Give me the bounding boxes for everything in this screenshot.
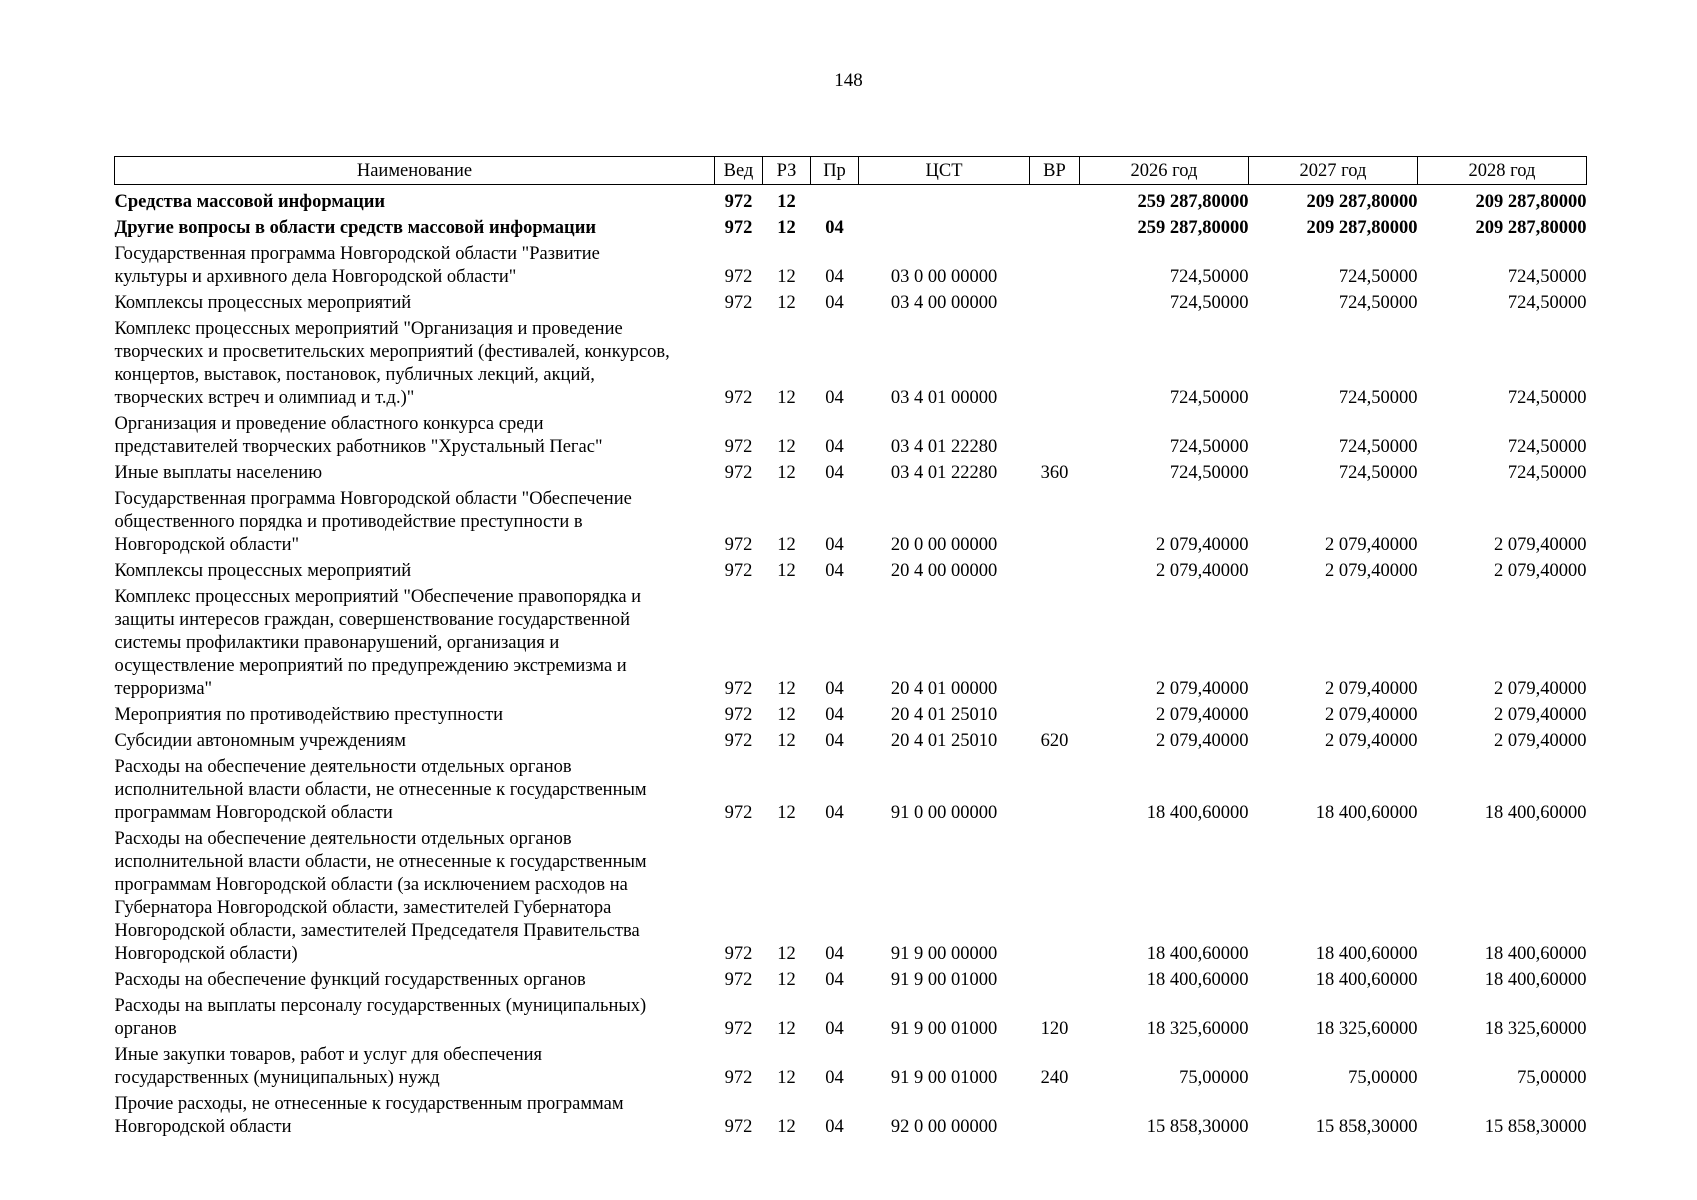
row-ved: 972 [724, 293, 753, 313]
row-ved: 972 [724, 535, 753, 555]
row-amount-2028: 724,50000 [1507, 437, 1587, 457]
row-amount-2026: 724,50000 [1169, 437, 1249, 457]
row-cst: 20 0 00 00000 [890, 535, 998, 555]
table-body [115, 185, 1587, 1143]
row-amount-2027: 724,50000 [1338, 463, 1418, 483]
row-ved: 972 [724, 679, 753, 699]
row-amount-2026: 2 079,40000 [1156, 731, 1249, 751]
row-vr: 120 [1040, 1019, 1069, 1039]
row-amount-2028: 15 858,30000 [1484, 1117, 1587, 1137]
row-amount-2027: 724,50000 [1338, 293, 1418, 313]
row-name: Расходы на обеспечение деятельности отдельных органов исполнительной власти области, не отнесенные к государственным программам Новгородской области [114, 757, 647, 823]
row-rz: 12 [777, 463, 796, 483]
table-row [115, 292, 1587, 318]
row-rz: 12 [777, 970, 796, 990]
row-ved: 972 [724, 1068, 753, 1088]
table-row [115, 756, 1587, 828]
row-ved: 972 [724, 267, 753, 287]
row-pr: 04 [825, 561, 844, 581]
row-amount-2026: 2 079,40000 [1156, 535, 1249, 555]
row-vr [1030, 217, 1080, 243]
row-name: Средства массовой информации [114, 192, 386, 212]
row-amount-2026: 15 858,30000 [1146, 1117, 1249, 1137]
row-amount-2028: 2 079,40000 [1494, 535, 1587, 555]
row-cst [859, 217, 1030, 243]
row-amount-2026: 724,50000 [1169, 267, 1249, 287]
row-amount-2028: 18 325,60000 [1484, 1019, 1587, 1039]
row-amount-2028: 724,50000 [1507, 267, 1587, 287]
row-ved: 972 [724, 218, 753, 238]
row-vr [1030, 413, 1080, 462]
row-vr [1030, 704, 1080, 730]
row-amount-2026: 2 079,40000 [1156, 679, 1249, 699]
row-cst [859, 191, 1030, 217]
row-rz: 12 [777, 561, 796, 581]
row-amount-2027: 209 287,80000 [1306, 218, 1418, 238]
row-ved: 972 [724, 731, 753, 751]
row-cst: 03 0 00 00000 [890, 267, 998, 287]
table-row [115, 217, 1587, 243]
row-amount-2026: 18 400,60000 [1146, 970, 1249, 990]
row-vr [1030, 318, 1080, 413]
row-amount-2027: 209 287,80000 [1306, 192, 1418, 212]
row-amount-2026: 18 400,60000 [1146, 803, 1249, 823]
row-cst: 03 4 01 22280 [890, 463, 998, 483]
row-name: Мероприятия по противодействию преступности [114, 705, 504, 725]
table-row [115, 730, 1587, 756]
row-rz: 12 [777, 192, 796, 212]
header-rz: РЗ [763, 157, 811, 185]
row-vr [1030, 586, 1080, 704]
row-rz: 12 [777, 679, 796, 699]
row-vr [1030, 828, 1080, 969]
row-pr: 04 [825, 437, 844, 457]
row-rz: 12 [777, 267, 796, 287]
row-rz: 12 [777, 705, 796, 725]
row-pr: 04 [825, 731, 844, 751]
row-rz: 12 [777, 803, 796, 823]
budget-table [114, 156, 1587, 1142]
row-name: Другие вопросы в области средств массовой информации [114, 218, 597, 238]
row-cst: 03 4 01 00000 [890, 388, 998, 408]
row-name: Комплекс процессных мероприятий "Организация и проведение творческих и просветительских мероприятий (фестивалей, конкурсов, концертов, выставок, постановок, публичных лекций, акций, творческих встреч и олимпиад и т.д.)" [114, 319, 670, 408]
row-rz: 12 [777, 1019, 796, 1039]
row-amount-2027: 724,50000 [1338, 437, 1418, 457]
table-row [115, 828, 1587, 969]
table-row [115, 488, 1587, 560]
row-amount-2028: 2 079,40000 [1494, 679, 1587, 699]
row-ved: 972 [724, 970, 753, 990]
row-amount-2026: 724,50000 [1169, 388, 1249, 408]
row-amount-2028: 18 400,60000 [1484, 944, 1587, 964]
row-pr: 04 [825, 803, 844, 823]
header-ved: Вед [715, 157, 763, 185]
row-amount-2026: 259 287,80000 [1137, 218, 1249, 238]
row-pr: 04 [825, 970, 844, 990]
row-pr: 04 [825, 1068, 844, 1088]
row-rz: 12 [777, 731, 796, 751]
table-row [115, 243, 1587, 292]
row-pr: 04 [825, 293, 844, 313]
row-name: Субсидии автономным учреждениям [114, 731, 406, 751]
row-amount-2028: 724,50000 [1507, 388, 1587, 408]
row-amount-2028: 2 079,40000 [1494, 731, 1587, 751]
row-ved: 972 [724, 705, 753, 725]
row-ved: 972 [724, 388, 753, 408]
row-rz: 12 [777, 944, 796, 964]
row-ved: 972 [724, 944, 753, 964]
table-row [115, 995, 1587, 1044]
row-amount-2028: 18 400,60000 [1484, 803, 1587, 823]
row-rz: 12 [777, 1117, 796, 1137]
row-vr [1030, 292, 1080, 318]
row-cst: 20 4 01 25010 [890, 731, 998, 751]
row-name: Расходы на обеспечение деятельности отдельных органов исполнительной власти области, не отнесенные к государственным программам Новгородской области (за исключением расходов на Губернатора Новгородской области, заместителей Губернатора Новгородской области, заместителей Председателя Правительства Новгородской области) [114, 829, 647, 964]
row-amount-2028: 75,00000 [1517, 1068, 1587, 1088]
row-ved: 972 [724, 561, 753, 581]
header-2027: 2027 год [1249, 157, 1418, 185]
row-amount-2027: 75,00000 [1348, 1068, 1418, 1088]
row-amount-2027: 2 079,40000 [1325, 679, 1418, 699]
row-pr: 04 [825, 1019, 844, 1039]
header-cst: ЦСТ [859, 157, 1030, 185]
row-amount-2026: 724,50000 [1169, 293, 1249, 313]
row-amount-2028: 724,50000 [1507, 293, 1587, 313]
row-amount-2027: 18 325,60000 [1315, 1019, 1418, 1039]
row-name: Комплексы процессных мероприятий [114, 561, 412, 581]
row-vr: 620 [1040, 731, 1069, 751]
row-name: Расходы на обеспечение функций государственных органов [114, 970, 586, 990]
row-amount-2026: 2 079,40000 [1156, 705, 1249, 725]
table-row [115, 413, 1587, 462]
row-pr: 04 [825, 1117, 844, 1137]
row-amount-2026: 18 400,60000 [1146, 944, 1249, 964]
row-vr: 240 [1040, 1068, 1069, 1088]
row-pr: 04 [825, 679, 844, 699]
row-amount-2027: 2 079,40000 [1325, 731, 1418, 751]
row-rz: 12 [777, 1068, 796, 1088]
row-amount-2027: 2 079,40000 [1325, 705, 1418, 725]
header-2026: 2026 год [1080, 157, 1249, 185]
row-amount-2027: 18 400,60000 [1315, 803, 1418, 823]
row-cst: 20 4 01 25010 [890, 705, 998, 725]
header-2028: 2028 год [1418, 157, 1587, 185]
table-row [115, 1093, 1587, 1142]
row-amount-2028: 209 287,80000 [1475, 218, 1587, 238]
row-ved: 972 [724, 1117, 753, 1137]
table-row [115, 704, 1587, 730]
row-rz: 12 [777, 388, 796, 408]
header-name: Наименование [115, 157, 715, 185]
row-amount-2027: 724,50000 [1338, 388, 1418, 408]
row-cst: 20 4 00 00000 [890, 561, 998, 581]
row-pr: 04 [825, 463, 844, 483]
row-rz: 12 [777, 535, 796, 555]
row-cst: 91 9 00 00000 [890, 944, 998, 964]
row-ved: 972 [724, 803, 753, 823]
table-row [115, 969, 1587, 995]
row-vr: 360 [1040, 463, 1069, 483]
row-pr: 04 [825, 705, 844, 725]
row-amount-2028: 18 400,60000 [1484, 970, 1587, 990]
table-header [115, 157, 1587, 185]
row-amount-2026: 75,00000 [1179, 1068, 1249, 1088]
row-amount-2026: 2 079,40000 [1156, 561, 1249, 581]
row-rz: 12 [777, 218, 796, 238]
table-row [115, 586, 1587, 704]
row-name: Иные закупки товаров, работ и услуг для обеспечения государственных (муниципальных) нужд [114, 1045, 543, 1088]
table-row [115, 1044, 1587, 1093]
row-cst: 20 4 01 00000 [890, 679, 998, 699]
row-amount-2026: 724,50000 [1169, 463, 1249, 483]
row-vr [1030, 488, 1080, 560]
row-name: Комплексы процессных мероприятий [114, 293, 412, 313]
row-name: Комплекс процессных мероприятий "Обеспечение правопорядка и защиты интересов граждан, совершенствование государственной системы профилактики правонарушений, организация и осуществление мероприятий по предупреждению экстремизма и терроризма" [114, 587, 642, 699]
row-amount-2028: 209 287,80000 [1475, 192, 1587, 212]
header-pr: Пр [811, 157, 859, 185]
row-cst: 91 9 00 01000 [890, 1068, 998, 1088]
row-cst: 91 9 00 01000 [890, 970, 998, 990]
row-amount-2027: 18 400,60000 [1315, 970, 1418, 990]
row-cst: 91 0 00 00000 [890, 803, 998, 823]
row-name: Организация и проведение областного конкурса среди представителей творческих работников "Хрустальный Пегас" [114, 414, 603, 457]
row-pr: 04 [825, 218, 844, 238]
row-amount-2027: 724,50000 [1338, 267, 1418, 287]
row-ved: 972 [724, 1019, 753, 1039]
row-pr: 04 [825, 388, 844, 408]
row-ved: 972 [724, 192, 753, 212]
row-amount-2028: 2 079,40000 [1494, 561, 1587, 581]
table-row [115, 462, 1587, 488]
row-vr [1030, 1093, 1080, 1142]
row-ved: 972 [724, 437, 753, 457]
table-row [115, 560, 1587, 586]
row-amount-2027: 15 858,30000 [1315, 1117, 1418, 1137]
row-pr: 04 [825, 267, 844, 287]
row-name: Расходы на выплаты персоналу государственных (муниципальных) органов [114, 996, 647, 1039]
row-cst: 91 9 00 01000 [890, 1019, 998, 1039]
row-cst: 92 0 00 00000 [890, 1117, 998, 1137]
row-rz: 12 [777, 437, 796, 457]
row-vr [1030, 243, 1080, 292]
row-pr [811, 191, 859, 217]
row-amount-2026: 18 325,60000 [1146, 1019, 1249, 1039]
row-ved: 972 [724, 463, 753, 483]
table-row [115, 318, 1587, 413]
page-number: 148 [834, 70, 863, 91]
row-name: Государственная программа Новгородской области "Обеспечение общественного порядка и противодействие преступности в Новгородской области" [114, 489, 632, 555]
row-pr: 04 [825, 944, 844, 964]
row-amount-2027: 2 079,40000 [1325, 535, 1418, 555]
table-row [115, 191, 1587, 217]
row-name: Прочие расходы, не отнесенные к государственным программам Новгородской области [114, 1094, 624, 1137]
row-amount-2028: 2 079,40000 [1494, 705, 1587, 725]
row-amount-2027: 18 400,60000 [1315, 944, 1418, 964]
row-vr [1030, 191, 1080, 217]
row-vr [1030, 969, 1080, 995]
row-pr: 04 [825, 535, 844, 555]
row-amount-2026: 259 287,80000 [1137, 192, 1249, 212]
row-vr [1030, 560, 1080, 586]
row-cst: 03 4 00 00000 [890, 293, 998, 313]
row-cst: 03 4 01 22280 [890, 437, 998, 457]
row-rz: 12 [777, 293, 796, 313]
row-vr [1030, 756, 1080, 828]
row-amount-2028: 724,50000 [1507, 463, 1587, 483]
header-vr: ВР [1030, 157, 1080, 185]
row-name: Иные выплаты населению [114, 463, 323, 483]
row-amount-2027: 2 079,40000 [1325, 561, 1418, 581]
row-name: Государственная программа Новгородской области "Развитие культуры и архивного дела Новгородской области" [114, 244, 600, 287]
